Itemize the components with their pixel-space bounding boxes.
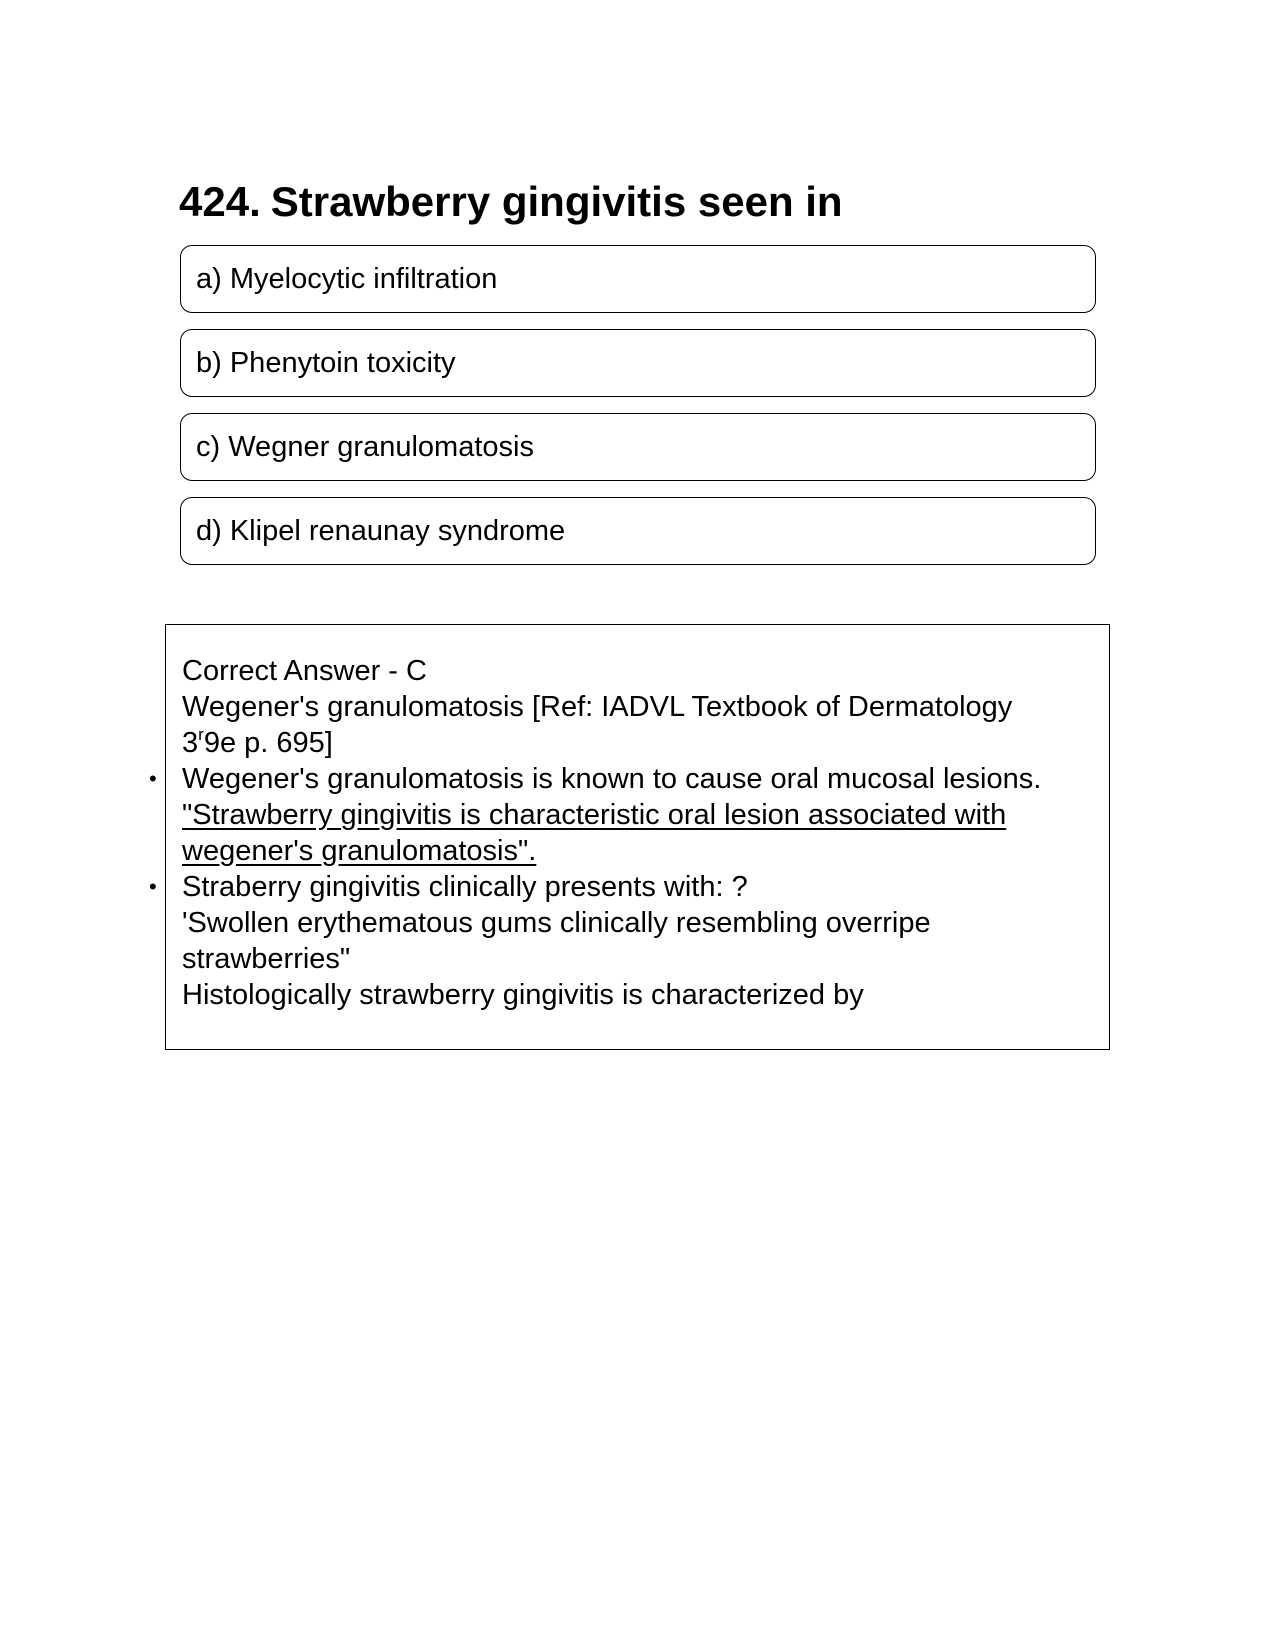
quote-line-1: "Strawberry gingivitis is characteristic oral lesion associated with: [182, 799, 1007, 831]
quote-line-2: wegener's granulomatosis".: [182, 835, 537, 867]
option-a[interactable]: a) Myelocytic infiltration: [180, 245, 1096, 313]
bullet-item-2-text: Straberry gingivitis clinically presents with: ?: [182, 871, 748, 903]
correct-answer: Correct Answer - C: [182, 655, 427, 687]
answer-content: [149, 653, 1092, 1013]
histology-line: Histologically strawberry gingivitis is characterized by: [182, 979, 864, 1011]
bullet-icon: •: [149, 766, 157, 791]
bullet-icon: •: [149, 874, 157, 899]
reference-superscript: r: [198, 725, 204, 744]
swollen-line-1: 'Swollen erythematous gums clinically resembling overripe: [182, 907, 931, 939]
question-title: [179, 176, 843, 228]
swollen-line-2: strawberries": [182, 943, 351, 975]
reference-edition-number: 3: [182, 727, 199, 759]
question-text: Strawberry gingivitis seen in: [270, 178, 843, 225]
answer-explanation-box: [149, 624, 1110, 1050]
question-number: 424.: [179, 178, 261, 225]
option-d[interactable]: d) Klipel renaunay syndrome: [180, 497, 1096, 565]
reference-line-1: Wegener's granulomatosis [Ref: IADVL Textbook of Dermatology: [182, 691, 1013, 723]
bullet-item-1: [149, 761, 1092, 797]
bullet-item-2: [149, 869, 1092, 905]
reference-line-2: [182, 725, 1092, 761]
option-c[interactable]: c) Wegner granulomatosis: [180, 413, 1096, 481]
bullet-item-1-text: Wegener's granulomatosis is known to cause oral mucosal lesions.: [182, 763, 1042, 795]
reference-page: 9e p. 695]: [203, 727, 333, 759]
option-b[interactable]: b) Phenytoin toxicity: [180, 329, 1096, 397]
